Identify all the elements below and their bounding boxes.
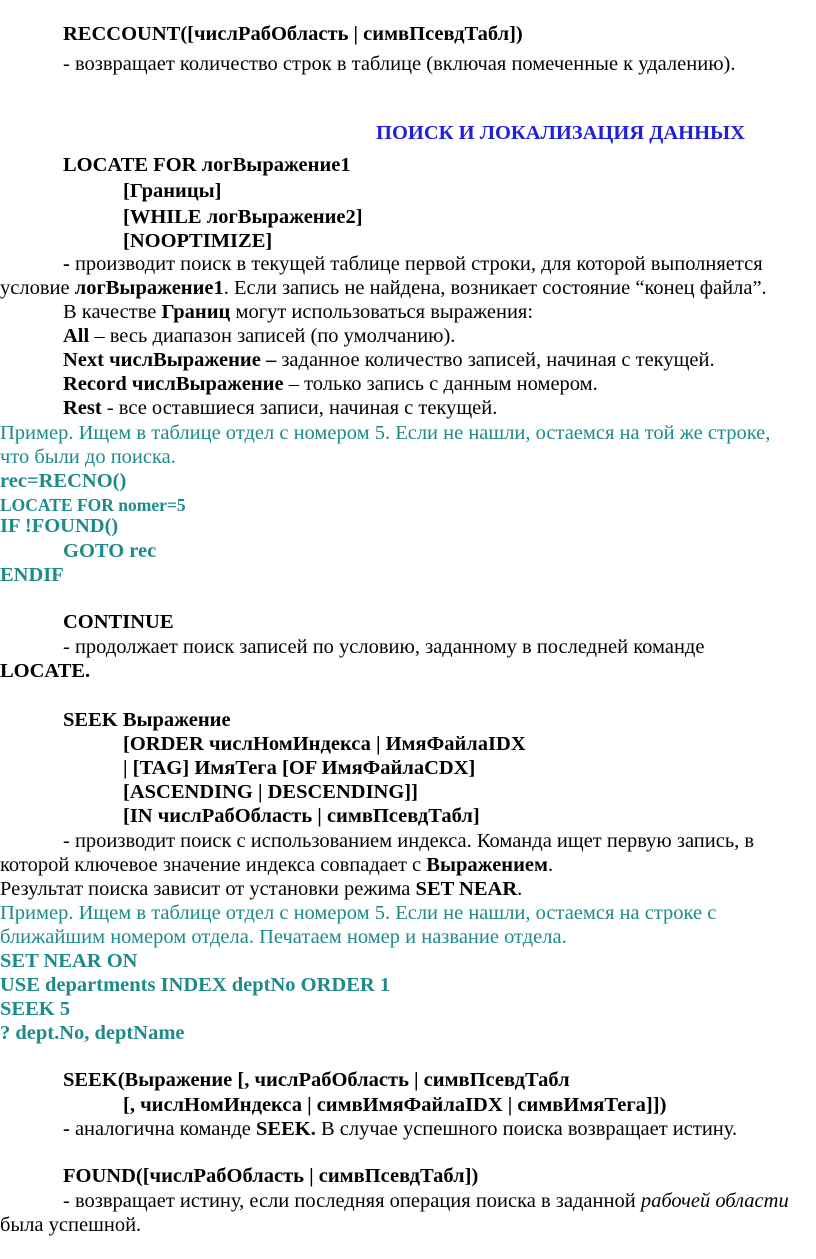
bounds-option: Next числВыражение – заданное количество записей, начиная с текущей. (63, 349, 715, 371)
code-line: ENDIF (0, 564, 64, 586)
seek-example-line: Пример. Ищем в таблице отдел с номером 5. Если не нашли, остаемся на строке с (0, 902, 717, 924)
locate-syntax-line: [Границы] (123, 180, 222, 202)
code-line: SET NEAR ON (0, 950, 138, 972)
section-title: ПОИСК И ЛОКАЛИЗАЦИЯ ДАННЫХ (376, 122, 745, 144)
locate-syntax-line: [WHILE логВыражение2] (123, 206, 363, 228)
locate-example-line: что были до поиска. (0, 446, 176, 468)
found-description-line: - возвращает истину, если последняя операция поиска в заданной рабочей области (63, 1190, 789, 1212)
locate-syntax-line: LOCATE FOR логВыражение1 (63, 154, 351, 176)
reccount-description: - возвращает количество строк в таблице (включая помеченные к удалению). (63, 53, 736, 75)
reccount-heading: RECCOUNT([числРабОбласть | симвПсевдТабл]) (63, 23, 523, 45)
continue-heading: CONTINUE (63, 611, 174, 633)
seek-description-line: которой ключевое значение индекса совпадает с Выражением. (0, 854, 554, 876)
seek-syntax-line: [IN числРабОбласть | симвПсевдТабл] (123, 805, 480, 827)
seek-syntax-line: [ORDER числНомИндекса | ИмяФайлаIDX (123, 733, 526, 755)
bounds-option: Rest - все оставшиеся записи, начиная с текущей. (63, 397, 498, 419)
continue-description-line: - продолжает поиск записей по условию, заданному в последней команде (63, 636, 705, 658)
locate-description-line: условие логВыражение1. Если запись не найдена, возникает состояние “конец файла”. (0, 277, 767, 299)
bounds-option: All – весь диапазон записей (по умолчанию). (63, 325, 456, 347)
code-line: rec=RECNO() (0, 470, 127, 492)
code-line: SEEK 5 (0, 998, 71, 1020)
locate-bounds-line: В качестве Границ могут использоваться выражения: (63, 301, 534, 323)
locate-syntax-line: [NOOPTIMIZE] (123, 230, 273, 252)
bounds-option: Record числВыражение – только запись с данным номером. (63, 373, 598, 395)
locate-example-line: Пример. Ищем в таблице отдел с номером 5. Если не нашли, остаемся на той же строке, (0, 422, 771, 444)
found-heading: FOUND([числРабОбласть | симвПсевдТабл]) (63, 1165, 479, 1187)
seek-example-line: ближайшим номером отдела. Печатаем номер и название отдела. (0, 926, 567, 948)
continue-description-line: LOCATE. (0, 660, 91, 682)
code-line: IF !FOUND() (0, 515, 119, 537)
code-line: LOCATE FOR nomer=5 (0, 495, 186, 515)
seekfn-syntax-line: [, числНомИндекса | симвИмяФайлаIDX | симвИмяТега]]) (123, 1094, 667, 1116)
seekfn-syntax-line: SEEK(Выражение [, числРабОбласть | симвПсевдТабл (63, 1069, 570, 1091)
found-description-line: была успешной. (0, 1214, 142, 1236)
code-line: ? dept.No, deptName (0, 1022, 185, 1044)
seek-description-line: - производит поиск с использованием индекса. Команда ищет первую запись, в (63, 830, 755, 852)
seek-result-line: Результат поиска зависит от установки режима SET NEAR. (0, 878, 523, 900)
seek-syntax-line: SEEK Выражение (63, 709, 231, 731)
seek-syntax-line: | [TAG] ИмяТега [OF ИмяФайлаCDX] (123, 757, 476, 779)
locate-description-line: - производит поиск в текущей таблице первой строки, для которой выполняется (63, 253, 763, 275)
seek-syntax-line: [ASCENDING | DESCENDING]] (123, 781, 418, 803)
code-line: GOTO rec (63, 540, 157, 562)
seekfn-description: - аналогична команде SEEK. В случае успешного поиска возвращает истину. (63, 1118, 738, 1140)
code-line: USE departments INDEX deptNo ORDER 1 (0, 974, 391, 996)
